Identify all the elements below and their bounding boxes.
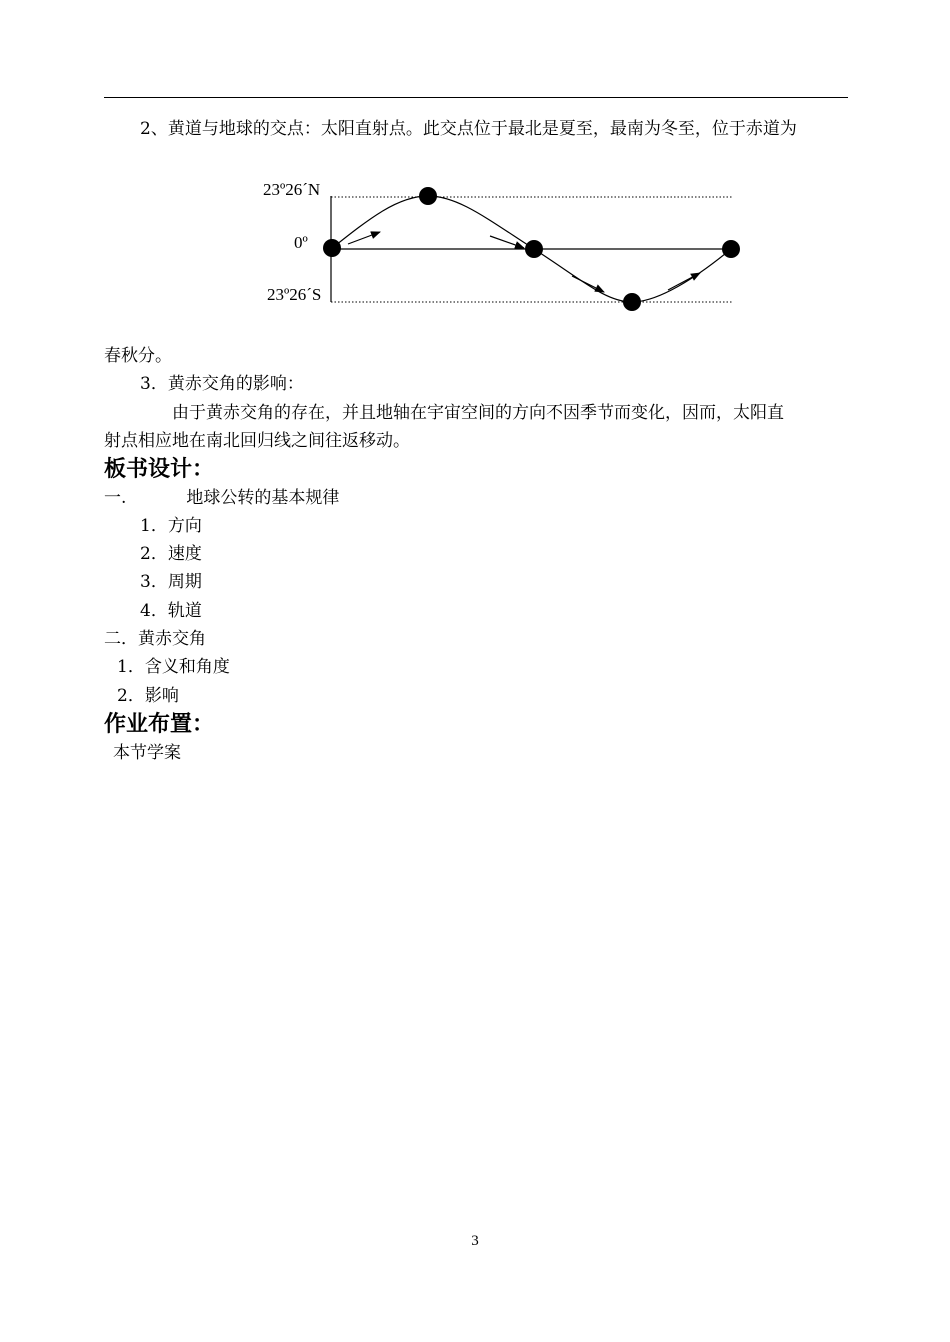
item-number: 2． [140,544,168,564]
point-winter-solstice [623,293,641,311]
item-text: 轨道 [167,601,202,621]
section2-item [117,685,179,707]
item-text: 方向 [167,516,202,536]
section1-title: 地球公转的基本规律 [186,488,340,508]
section1-item [140,543,202,565]
item-text: 速度 [167,544,202,564]
item-number: 1． [140,516,168,536]
item-text: 含义和角度 [144,657,230,677]
item-text: 周期 [167,572,202,592]
item-text: 影响 [144,686,179,706]
item-number: 3． [140,572,168,592]
section2-title: 二．黄赤交角 [104,629,206,649]
arrow-1 [348,232,380,244]
arrow-3 [572,276,604,292]
section1-item [140,600,202,622]
homework-text: 本节学案 [113,743,181,763]
page-number: 3 [471,1233,479,1249]
ecliptic-diagram [250,170,750,320]
point-autumn-equinox [525,240,543,258]
para2-line1: 2、黄道与地球的交点：太阳直射点。此交点位于最北是夏至，最南为冬至，位于赤道为 [140,119,797,139]
section1-item [140,515,202,537]
label-north: 23º26´N [263,180,321,199]
section1-number: 一. [104,488,127,508]
homework-heading: 作业布置： [104,712,215,737]
item-number: 2． [117,686,145,706]
label-south: 23º26´S [267,285,322,304]
point-summer-solstice [419,187,437,205]
arrow-2 [490,236,524,248]
point-spring-equinox [323,239,341,257]
section2-item [117,656,230,678]
point-next-spring-equinox [722,240,740,258]
section1-row [104,487,339,509]
arrow-4 [668,273,700,290]
label-equator: 0º [294,233,308,252]
item-number: 4． [140,601,168,621]
para3-body-line2: 射点相应地在南北回归线之间往返移动。 [104,431,410,451]
para3-title: 3．黄赤交角的影响： [140,374,304,394]
board-design-heading: 板书设计： [104,457,215,482]
header-rule [104,97,848,98]
para2-line2: 春秋分。 [104,346,172,366]
item-number: 1． [117,657,145,677]
section1-item [140,571,202,593]
para3-body-line1: 由于黄赤交角的存在，并且地轴在宇宙空间的方向不因季节而变化，因而，太阳直 [172,403,784,423]
